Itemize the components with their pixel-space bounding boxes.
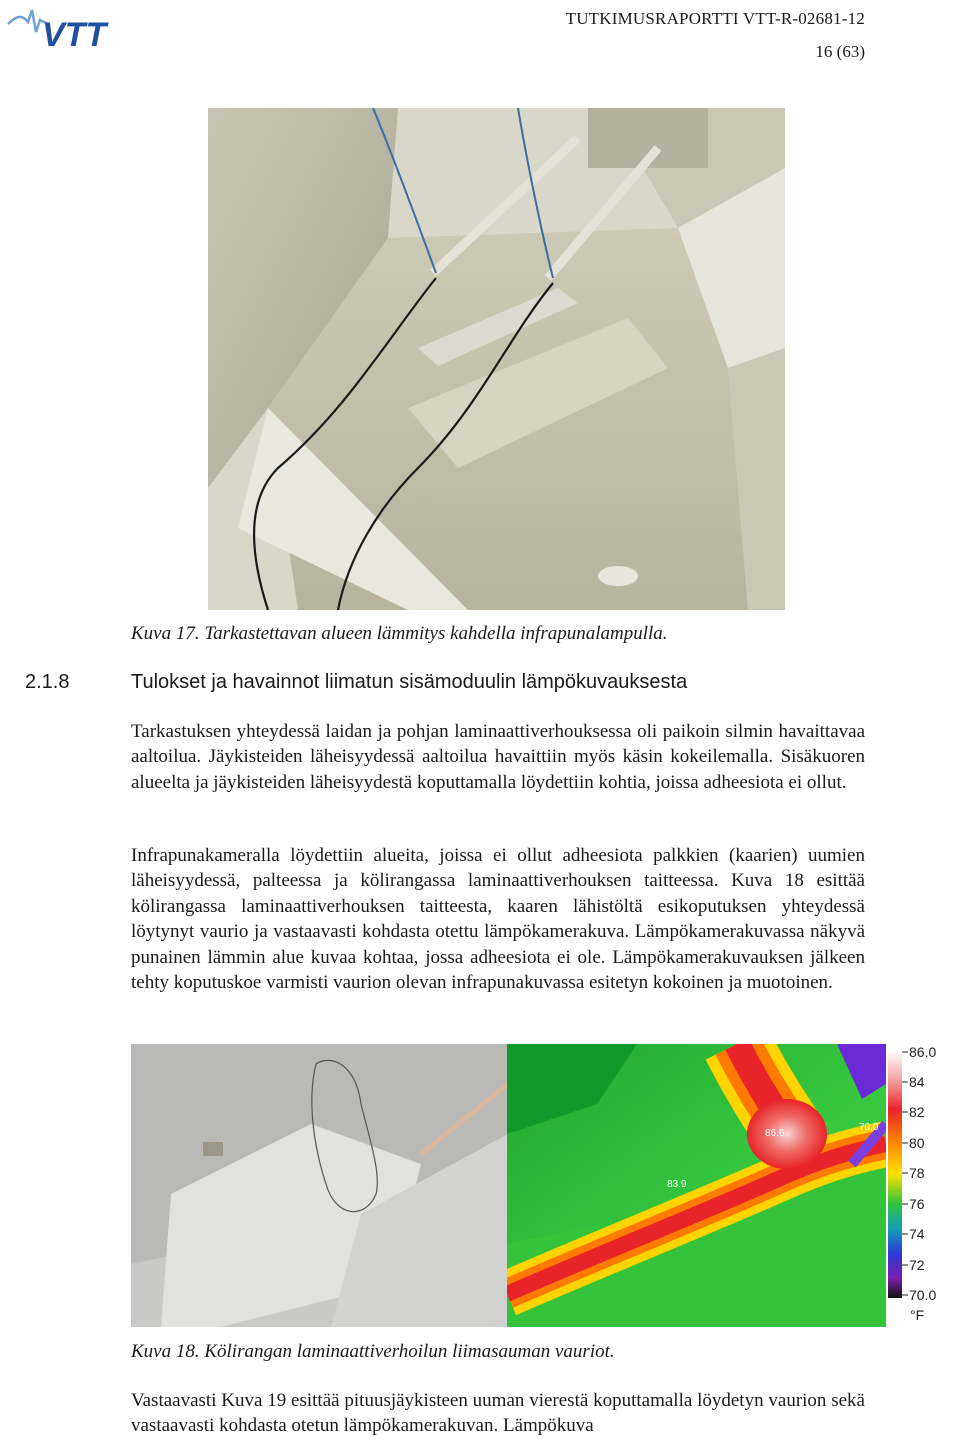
scale-label: 74 (909, 1226, 925, 1242)
scale-label: 84 (909, 1074, 925, 1090)
logo-wordmark: VTT (42, 16, 107, 50)
scale-unit: °F (910, 1307, 925, 1323)
paragraph-1: Tarkastuksen yhteydessä laidan ja pohjan laminaattiverhouksessa oli paikoin silmin havaittavaa aaltoilua. Jäykisteiden läheisyydessä aaltoilua havaittiin myös käsin kokeilemalla. Sisäkuoren alueelta ja jäykisteiden läheisyydestä koputtamalla löydettiin kohtia, joissa adheesiota ei ollut. (131, 721, 865, 793)
scale-label: 78 (909, 1165, 925, 1181)
scale-label: 72 (909, 1257, 925, 1273)
scale-label-max: 86.0 (909, 1044, 937, 1060)
thermal-reading-seam: 83.9 (667, 1179, 687, 1190)
temperature-scale (886, 1044, 956, 1334)
paragraph-3: Vastaavasti Kuva 19 esittää pituusjäykisteen uuman vierestä koputtamalla löydetyn vaurion sekä vastaavasti kohdasta otetun lämpökamerakuvan. Lämpökuva (131, 1390, 865, 1437)
page-number: 16 (63) (815, 42, 865, 61)
figure-17-photo (208, 108, 785, 610)
figure-17-caption: Kuva 17. Tarkastettavan alueen lämmitys kahdella infrapunalampulla. (131, 623, 668, 644)
figure-18-thermal-image (507, 1044, 886, 1327)
scale-label: 80 (909, 1135, 925, 1151)
thermal-reading-edge: 70.0 (859, 1122, 879, 1133)
report-id: TUTKIMUSRAPORTTI VTT-R-02681-12 (565, 9, 865, 28)
section-title: Tulokset ja havainnot liimatun sisämoduulin lämpökuvauksesta (131, 671, 688, 693)
paragraph-2: Infrapunakameralla löydettiin alueita, joissa ei ollut adheesiota palkkien (kaarien) uumien läheisyydessä, palteessa ja kölirangassa laminaattiverhouksen taitteessa. Kuva 18 esittää kölirangassa laminaattiverhouksen taitteesta, kaaren lähistöltä esikoputuksen yhteydessä löytynyt vaurio ja vastaavasti kohdasta otettu lämpökamerakuva. Lämpökamerakuvassa näkyvä punainen lämmin alue kuvaa kohtaa, jossa adheesiota ei ole. Lämpökamerakuvauksen jälkeen tehty koputuskoe varmisti vaurion olevan infrapunakuvassa esitetyn kokoinen ja muotoinen. (131, 845, 865, 994)
vtt-logo (6, 2, 146, 50)
section-number: 2.1.8 (25, 671, 70, 693)
thermal-reading-hotspot: 86.6 (765, 1128, 785, 1139)
scale-label-min: 70.0 (909, 1287, 937, 1303)
figure-18-photo (131, 1044, 508, 1327)
figure-18-caption: Kuva 18. Kölirangan laminaattiverhoilun liimasauman vauriot. (131, 1341, 615, 1362)
scale-label: 76 (909, 1196, 925, 1212)
scale-label: 82 (909, 1104, 925, 1120)
